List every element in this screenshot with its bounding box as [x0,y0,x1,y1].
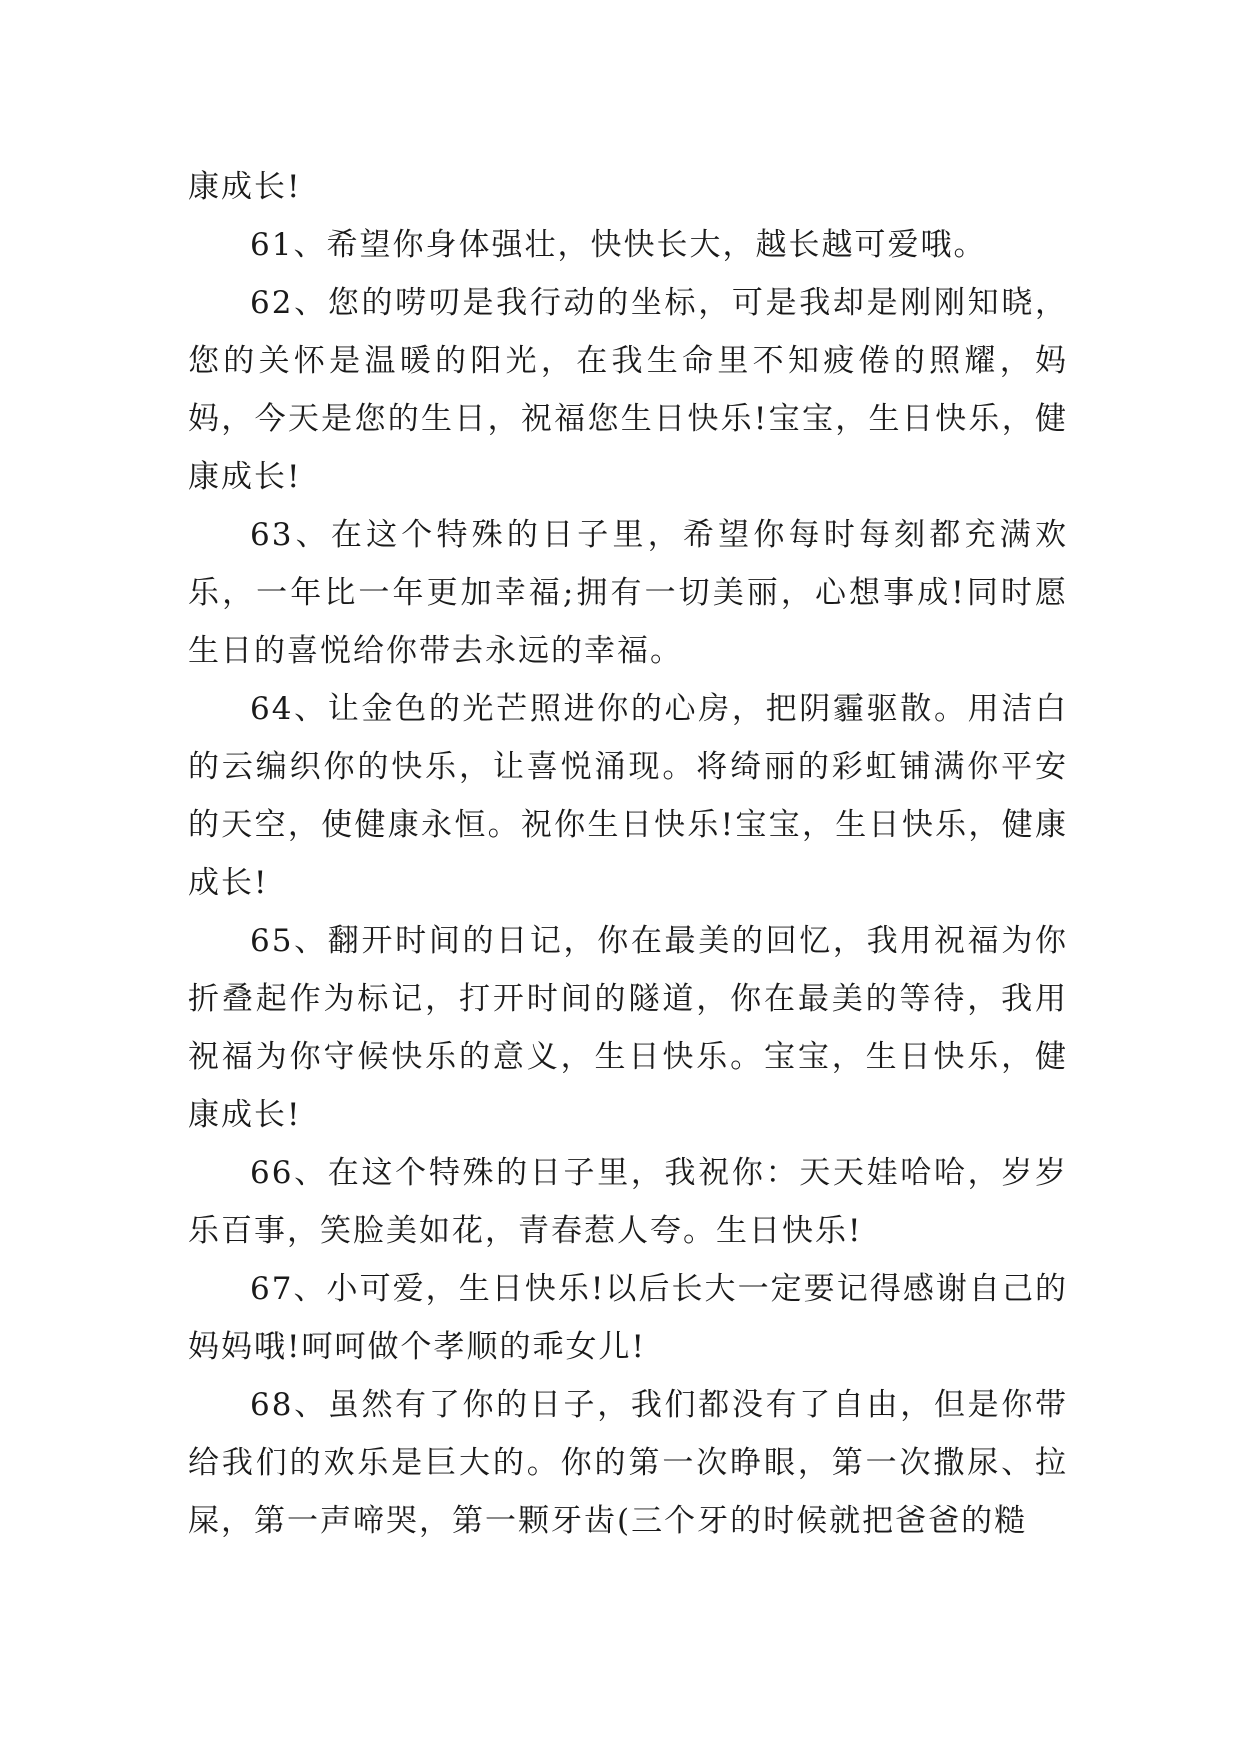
document-page [188,158,1068,1550]
paragraph-61: 61、希望你身体强壮，快快长大，越长越可爱哦。 [250,227,987,263]
paragraph-64: 64、让金色的光芒照进你的心房，把阴霾驱散。用洁白的云编织你的快乐，让喜悦涌现。将绮丽的彩虹铺满你平安的天空，使健康永恒。祝你生日快乐!宝宝，生日快乐，健康成长! [188,691,1068,901]
paragraph-continuation: 康成长! [188,169,302,205]
paragraph-68: 68、虽然有了你的日子，我们都没有了自由，但是你带给我们的欢乐是巨大的。你的第一次睁眼，第一次撒尿、拉屎，第一声啼哭，第一颗牙齿(三个牙的时候就把爸爸的糙 [188,1387,1068,1539]
paragraph-66: 66、在这个特殊的日子里，我祝你：天天娃哈哈，岁岁乐百事，笑脸美如花，青春惹人夸。生日快乐! [188,1155,1068,1249]
paragraph-62: 62、您的唠叨是我行动的坐标，可是我却是刚刚知晓，您的关怀是温暖的阳光，在我生命里不知疲倦的照耀，妈妈，今天是您的生日，祝福您生日快乐!宝宝，生日快乐，健康成长! [188,285,1068,495]
paragraph-65: 65、翻开时间的日记，你在最美的回忆，我用祝福为你折叠起作为标记，打开时间的隧道，你在最美的等待，我用祝福为你守候快乐的意义，生日快乐。宝宝，生日快乐，健康成长! [188,923,1068,1133]
paragraph-67: 67、小可爱，生日快乐!以后长大一定要记得感谢自己的妈妈哦!呵呵做个孝顺的乖女儿! [188,1271,1068,1365]
paragraph-63: 63、在这个特殊的日子里，希望你每时每刻都充满欢乐，一年比一年更加幸福;拥有一切美丽，心想事成!同时愿生日的喜悦给你带去永远的幸福。 [188,517,1068,669]
